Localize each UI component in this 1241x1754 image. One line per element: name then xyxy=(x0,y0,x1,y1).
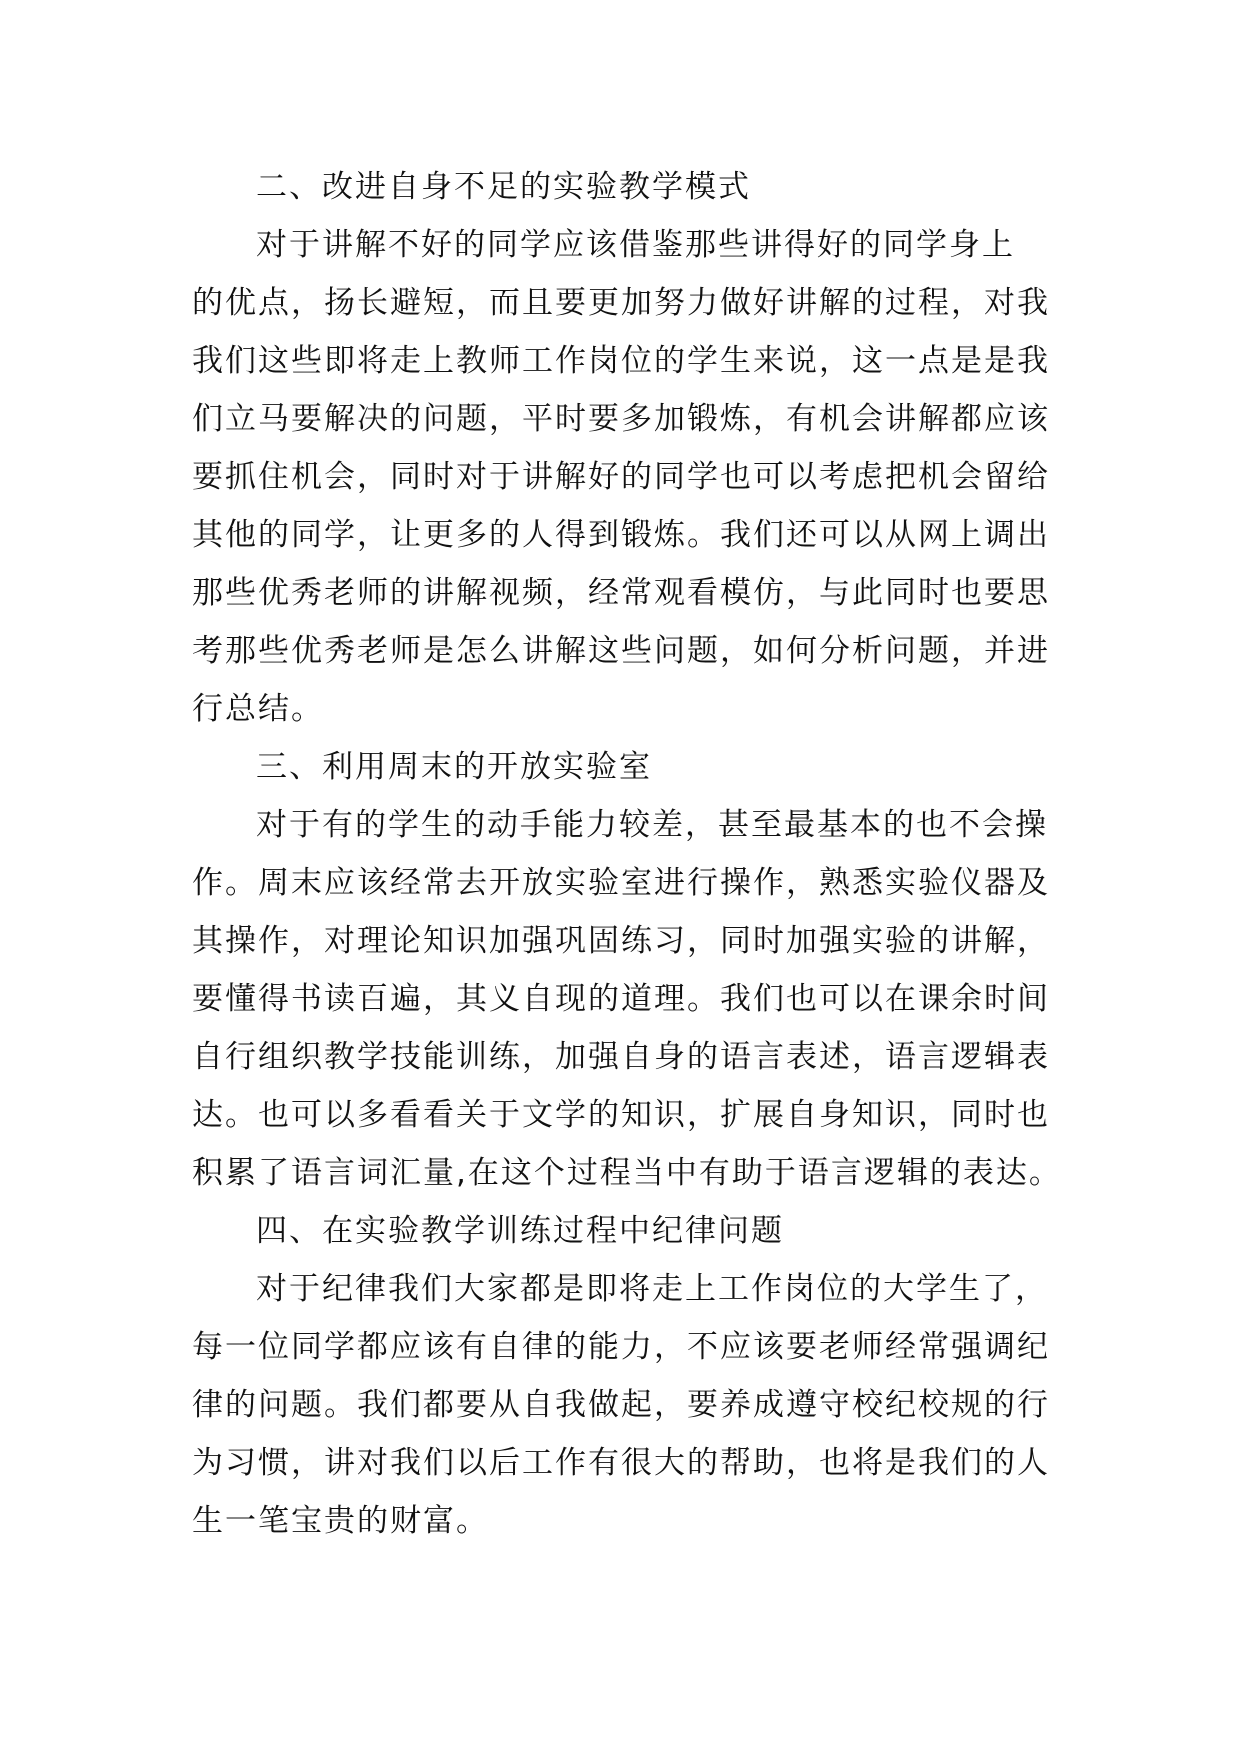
paragraph-line: 们立马要解决的问题，平时要多加锻炼，有机会讲解都应该 xyxy=(192,401,1050,437)
section-heading-3: 三、利用周末的开放实验室 xyxy=(256,749,652,785)
paragraph-line: 律的问题。我们都要从自我做起，要养成遵守校纪校规的行 xyxy=(192,1387,1050,1423)
paragraph-line: 作。周末应该经常去开放实验室进行操作，熟悉实验仪器及 xyxy=(192,865,1050,901)
paragraph-line: 那些优秀老师的讲解视频，经常观看模仿，与此同时也要思 xyxy=(192,575,1050,611)
paragraph-line: 的优点，扬长避短，而且要更加努力做好讲解的过程，对我 xyxy=(192,285,1050,321)
document-body xyxy=(192,158,1062,1550)
paragraph-line: 要懂得书读百遍，其义自现的道理。我们也可以在课余时间 xyxy=(192,981,1050,1017)
paragraph-line: 对于纪律我们大家都是即将走上工作岗位的大学生了， xyxy=(256,1271,1048,1307)
paragraph-line: 生一笔宝贵的财富。 xyxy=(192,1503,489,1539)
paragraph-line: 对于有的学生的动手能力较差，甚至最基本的也不会操 xyxy=(256,807,1048,843)
section-heading-2: 二、改进自身不足的实验教学模式 xyxy=(256,169,751,205)
paragraph-line: 要抓住机会，同时对于讲解好的同学也可以考虑把机会留给 xyxy=(192,459,1050,495)
paragraph-line: 积累了语言词汇量,在这个过程当中有助于语言逻辑的表达。 xyxy=(192,1155,1062,1191)
paragraph-line: 考那些优秀老师是怎么讲解这些问题，如何分析问题，并进 xyxy=(192,633,1050,669)
paragraph-line: 其操作，对理论知识加强巩固练习，同时加强实验的讲解， xyxy=(192,923,1050,959)
paragraph-line: 对于讲解不好的同学应该借鉴那些讲得好的同学身上 xyxy=(256,227,1015,263)
paragraph-line: 为习惯，讲对我们以后工作有很大的帮助，也将是我们的人 xyxy=(192,1445,1050,1481)
paragraph-line: 其他的同学，让更多的人得到锻炼。我们还可以从网上调出 xyxy=(192,517,1050,553)
paragraph-line: 我们这些即将走上教师工作岗位的学生来说，这一点是是我 xyxy=(192,343,1050,379)
section-heading-4: 四、在实验教学训练过程中纪律问题 xyxy=(256,1213,784,1249)
paragraph-line: 每一位同学都应该有自律的能力，不应该要老师经常强调纪 xyxy=(192,1329,1050,1365)
paragraph-line: 自行组织教学技能训练，加强自身的语言表述，语言逻辑表 xyxy=(192,1039,1050,1075)
paragraph-line: 行总结。 xyxy=(192,691,324,727)
paragraph-line: 达。也可以多看看关于文学的知识，扩展自身知识，同时也 xyxy=(192,1097,1050,1133)
